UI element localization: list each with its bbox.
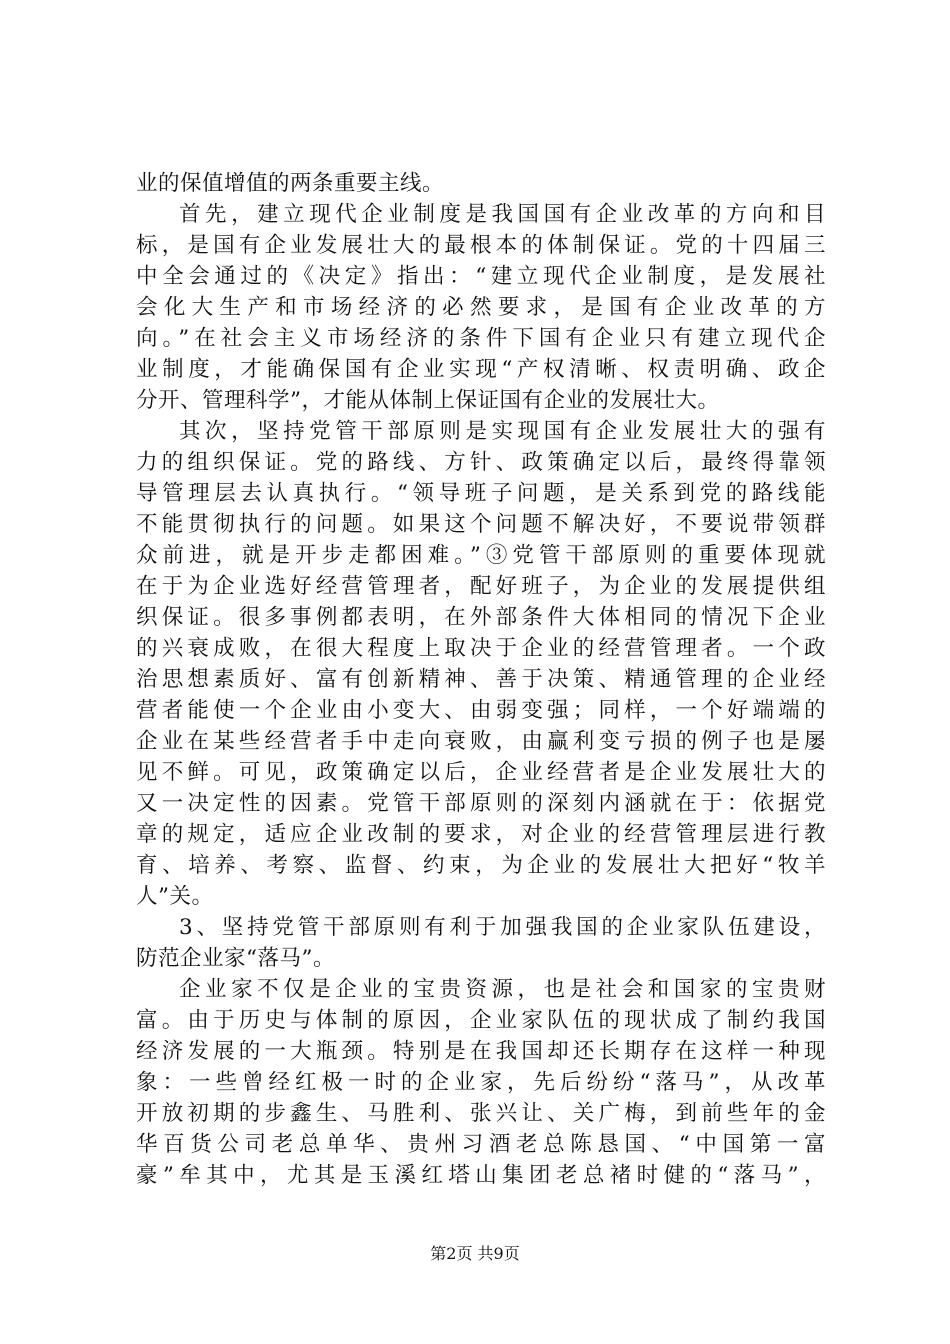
- text-line: 的兴衰成败，在很大程度上取决于企业的经营管理者。一个政: [136, 636, 826, 661]
- text-line: 人”关。: [136, 884, 214, 909]
- text-line: 防范企业家“落马”。: [136, 946, 335, 971]
- text-line: 首先，建立现代企业制度是我国国有企业改革的方向和目: [179, 202, 826, 227]
- text-line: 织保证。很多事例都表明，在外部条件大体相同的情况下企业: [136, 605, 826, 630]
- text-line: 经济发展的一大瓶颈。特别是在我国却还长期存在这样一种现: [136, 1039, 826, 1064]
- text-line: 业的保值增值的两条重要主线。: [136, 171, 445, 196]
- text-line: 企业家不仅是企业的宝贵资源，也是社会和国家的宝贵财: [179, 977, 826, 1002]
- text-line: 育、培养、考察、监督、约束，为企业的发展壮大把好“牧羊: [136, 853, 826, 878]
- text-line: 治思想素质好、富有创新精神、善于决策、精通管理的企业经: [136, 667, 826, 692]
- text-line: 开放初期的步鑫生、马胜利、张兴让、关广梅，到前些年的金: [136, 1101, 826, 1126]
- page-number-label: 第2页 共9页: [430, 1244, 520, 1263]
- text-line: 中全会通过的《决定》指出：“建立现代企业制度，是发展社: [136, 264, 826, 289]
- text-line: 众前进，就是开步走都困难。”③党管干部原则的重要体现就: [136, 543, 826, 568]
- text-line: 象：一些曾经红极一时的企业家，先后纷纷“落马”，从改革: [136, 1070, 826, 1095]
- text-line: 见不鲜。可见，政策确定以后，企业经营者是企业发展壮大的: [136, 760, 826, 785]
- text-line: 华百货公司老总单华、贵州习酒老总陈恳国、“中国第一富: [136, 1132, 826, 1157]
- text-line: 向。”在社会主义市场经济的条件下国有企业只有建立现代企: [136, 326, 826, 351]
- text-line: 业制度，才能确保国有企业实现“产权清晰、权责明确、政企: [136, 357, 826, 382]
- text-line: 豪”牟其中，尤其是玉溪红塔山集团老总褚时健的“落马”，: [136, 1163, 826, 1188]
- text-line: 富。由于历史与体制的原因，企业家队伍的现状成了制约我国: [136, 1008, 826, 1033]
- text-line: 分开、管理科学”，才能从体制上保证国有企业的发展壮大。: [136, 388, 720, 413]
- text-line: 力的组织保证。党的路线、方针、政策确定以后，最终得靠领: [136, 450, 826, 475]
- text-line: 导管理层去认真执行。“领导班子问题，是关系到党的路线能: [136, 481, 826, 506]
- page-footer: [0, 1244, 950, 1264]
- text-line: 营者能使一个企业由小变大、由弱变强；同样，一个好端端的: [136, 698, 826, 723]
- text-line: 其次，坚持党管干部原则是实现国有企业发展壮大的强有: [179, 419, 826, 444]
- text-line: 不能贯彻执行的问题。如果这个问题不解决好，不要说带领群: [136, 512, 826, 537]
- text-line: 标，是国有企业发展壮大的最根本的体制保证。党的十四届三: [136, 233, 826, 258]
- text-line: 在于为企业选好经营管理者，配好班子，为企业的发展提供组: [136, 574, 826, 599]
- text-line: 3、坚持党管干部原则有利于加强我国的企业家队伍建设，: [179, 915, 826, 940]
- text-line: 会化大生产和市场经济的必然要求，是国有企业改革的方: [136, 295, 826, 320]
- text-line: 企业在某些经营者手中走向衰败，由赢利变亏损的例子也是屡: [136, 729, 826, 754]
- text-line: 章的规定，适应企业改制的要求，对企业的经营管理层进行教: [136, 822, 826, 847]
- text-line: 又一决定性的因素。党管干部原则的深刻内涵就在于：依据党: [136, 791, 826, 816]
- body-text: [136, 168, 826, 1191]
